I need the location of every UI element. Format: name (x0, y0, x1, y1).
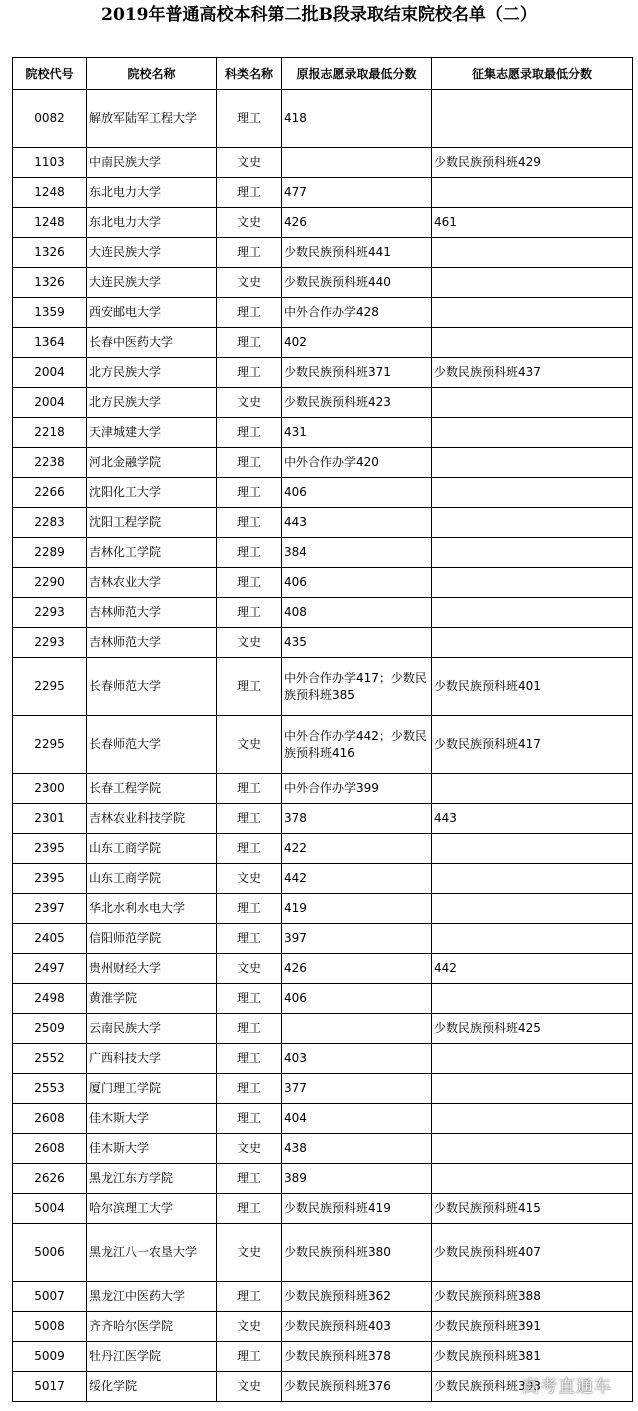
page-title: 2019年普通高校本科第二批B段录取结束院校名单（二） (101, 5, 537, 25)
cell-original-score: 403 (282, 1044, 432, 1074)
cell-original-score: 422 (282, 834, 432, 864)
cell-category: 理工 (217, 1014, 282, 1044)
cell-school-code: 2290 (13, 568, 87, 598)
cell-original-score: 中外合作办学428 (282, 298, 432, 328)
table-row (13, 358, 633, 388)
cell-school-code: 0082 (13, 90, 87, 148)
cell-original-score: 少数民族预科班419 (282, 1194, 432, 1224)
cell-school-name: 绥化学院 (87, 1372, 217, 1402)
cell-original-score: 438 (282, 1134, 432, 1164)
cell-original-score: 中外合作办学417；少数民族预科班385 (282, 658, 432, 716)
cell-school-name: 华北水利水电大学 (87, 894, 217, 924)
cell-original-score: 431 (282, 418, 432, 448)
cell-school-code: 2608 (13, 1134, 87, 1164)
cell-original-score: 少数民族预科班376 (282, 1372, 432, 1402)
cell-collect-score (432, 984, 633, 1014)
cell-school-name: 信阳师范学院 (87, 924, 217, 954)
cell-collect-score (432, 508, 633, 538)
cell-school-name: 河北金融学院 (87, 448, 217, 478)
cell-school-name: 吉林师范大学 (87, 628, 217, 658)
cell-category: 文史 (217, 388, 282, 418)
cell-category: 文史 (217, 716, 282, 774)
cell-collect-score: 442 (432, 954, 633, 984)
table-row (13, 148, 633, 178)
cell-school-code: 2395 (13, 834, 87, 864)
cell-original-score: 少数民族预科班371 (282, 358, 432, 388)
table-row (13, 238, 633, 268)
cell-school-name: 黑龙江中医药大学 (87, 1282, 217, 1312)
cell-collect-score (432, 238, 633, 268)
cell-school-name: 厦门理工学院 (87, 1074, 217, 1104)
cell-collect-score (432, 924, 633, 954)
cell-original-score (282, 1014, 432, 1044)
cell-school-code: 1326 (13, 268, 87, 298)
header-name: 院校名称 (87, 58, 217, 90)
cell-original-score: 404 (282, 1104, 432, 1134)
cell-category: 理工 (217, 298, 282, 328)
cell-category: 理工 (217, 448, 282, 478)
table-row (13, 628, 633, 658)
cell-original-score: 477 (282, 178, 432, 208)
cell-school-code: 1359 (13, 298, 87, 328)
cell-category: 文史 (217, 1372, 282, 1402)
table-row (13, 268, 633, 298)
cell-category: 理工 (217, 1074, 282, 1104)
cell-school-name: 长春师范大学 (87, 716, 217, 774)
cell-collect-score (432, 538, 633, 568)
cell-collect-score: 少数民族预科班391 (432, 1312, 633, 1342)
table-row (13, 1224, 633, 1282)
cell-school-code: 2289 (13, 538, 87, 568)
cell-original-score: 406 (282, 984, 432, 1014)
cell-school-name: 山东工商学院 (87, 864, 217, 894)
table-row (13, 864, 633, 894)
cell-category: 理工 (217, 1104, 282, 1134)
cell-collect-score: 461 (432, 208, 633, 238)
cell-category: 理工 (217, 834, 282, 864)
cell-collect-score: 少数民族预科班407 (432, 1224, 633, 1282)
cell-category: 文史 (217, 1134, 282, 1164)
table-row (13, 658, 633, 716)
cell-collect-score (432, 388, 633, 418)
table-row (13, 1014, 633, 1044)
table-row (13, 478, 633, 508)
cell-category: 文史 (217, 864, 282, 894)
cell-school-name: 佳木斯大学 (87, 1134, 217, 1164)
table-row (13, 954, 633, 984)
cell-school-code: 5007 (13, 1282, 87, 1312)
cell-school-name: 东北电力大学 (87, 178, 217, 208)
cell-collect-score: 少数民族预科班425 (432, 1014, 633, 1044)
cell-school-name: 广西科技大学 (87, 1044, 217, 1074)
cell-collect-score (432, 418, 633, 448)
cell-school-name: 云南民族大学 (87, 1014, 217, 1044)
cell-original-score: 426 (282, 954, 432, 984)
cell-collect-score (432, 894, 633, 924)
cell-school-code: 2608 (13, 1104, 87, 1134)
cell-school-name: 北方民族大学 (87, 358, 217, 388)
cell-school-code: 1103 (13, 148, 87, 178)
cell-school-code: 2553 (13, 1074, 87, 1104)
cell-collect-score (432, 178, 633, 208)
cell-collect-score (432, 1134, 633, 1164)
cell-collect-score: 443 (432, 804, 633, 834)
table-row (13, 388, 633, 418)
cell-collect-score (432, 834, 633, 864)
cell-school-name: 大连民族大学 (87, 238, 217, 268)
cell-original-score: 384 (282, 538, 432, 568)
cell-original-score: 少数民族预科班423 (282, 388, 432, 418)
cell-category: 理工 (217, 90, 282, 148)
cell-original-score: 443 (282, 508, 432, 538)
cell-school-name: 牡丹江医学院 (87, 1342, 217, 1372)
cell-school-code: 2295 (13, 658, 87, 716)
cell-original-score (282, 148, 432, 178)
cell-category: 理工 (217, 774, 282, 804)
table-row (13, 1104, 633, 1134)
cell-category: 理工 (217, 1044, 282, 1074)
cell-category: 理工 (217, 478, 282, 508)
cell-school-name: 长春师范大学 (87, 658, 217, 716)
cell-original-score: 中外合作办学420 (282, 448, 432, 478)
cell-school-name: 哈尔滨理工大学 (87, 1194, 217, 1224)
table-row (13, 924, 633, 954)
cell-category: 文史 (217, 954, 282, 984)
cell-collect-score (432, 328, 633, 358)
cell-category: 理工 (217, 238, 282, 268)
cell-school-name: 东北电力大学 (87, 208, 217, 238)
cell-original-score: 442 (282, 864, 432, 894)
table-row (13, 178, 633, 208)
cell-category: 理工 (217, 328, 282, 358)
cell-collect-score: 少数民族预科班429 (432, 148, 633, 178)
cell-original-score: 397 (282, 924, 432, 954)
cell-collect-score (432, 1164, 633, 1194)
cell-original-score: 406 (282, 568, 432, 598)
watermark: 高考直通车 (522, 1377, 612, 1397)
cell-school-name: 黑龙江东方学院 (87, 1164, 217, 1194)
table-row (13, 984, 633, 1014)
cell-original-score: 377 (282, 1074, 432, 1104)
table-row (13, 298, 633, 328)
cell-school-name: 北方民族大学 (87, 388, 217, 418)
table-row (13, 1044, 633, 1074)
cell-original-score: 少数民族预科班378 (282, 1342, 432, 1372)
cell-school-code: 5006 (13, 1224, 87, 1282)
cell-category: 理工 (217, 598, 282, 628)
table-row (13, 834, 633, 864)
cell-school-code: 2300 (13, 774, 87, 804)
cell-collect-score (432, 864, 633, 894)
header-code: 院校代号 (13, 58, 87, 90)
cell-category: 文史 (217, 148, 282, 178)
cell-school-name: 齐齐哈尔医学院 (87, 1312, 217, 1342)
cell-category: 理工 (217, 1194, 282, 1224)
cell-original-score: 378 (282, 804, 432, 834)
cell-original-score: 419 (282, 894, 432, 924)
cell-collect-score (432, 268, 633, 298)
cell-category: 理工 (217, 924, 282, 954)
cell-original-score: 少数民族预科班403 (282, 1312, 432, 1342)
cell-category: 理工 (217, 178, 282, 208)
cell-school-code: 2293 (13, 628, 87, 658)
table-row (13, 418, 633, 448)
cell-collect-score (432, 478, 633, 508)
cell-school-name: 中南民族大学 (87, 148, 217, 178)
table-row (13, 90, 633, 148)
cell-school-code: 2395 (13, 864, 87, 894)
table-row (13, 1342, 633, 1372)
cell-school-name: 黄淮学院 (87, 984, 217, 1014)
cell-category: 文史 (217, 1224, 282, 1282)
cell-category: 理工 (217, 418, 282, 448)
cell-school-name: 佳木斯大学 (87, 1104, 217, 1134)
cell-collect-score (432, 90, 633, 148)
cell-original-score: 389 (282, 1164, 432, 1194)
cell-collect-score: 少数民族预科班417 (432, 716, 633, 774)
cell-original-score: 少数民族预科班441 (282, 238, 432, 268)
header-collect-score: 征集志愿录取最低分数 (432, 58, 633, 90)
table-row (13, 598, 633, 628)
cell-collect-score (432, 568, 633, 598)
cell-school-code: 2626 (13, 1164, 87, 1194)
cell-school-name: 沈阳化工大学 (87, 478, 217, 508)
cell-school-code: 2266 (13, 478, 87, 508)
cell-category: 文史 (217, 1312, 282, 1342)
cell-school-code: 2497 (13, 954, 87, 984)
header-original-score: 原报志愿录取最低分数 (282, 58, 432, 90)
cell-school-code: 2293 (13, 598, 87, 628)
admission-table (12, 57, 633, 1402)
cell-school-code: 2004 (13, 358, 87, 388)
table-row (13, 568, 633, 598)
table-row (13, 508, 633, 538)
cell-category: 文史 (217, 268, 282, 298)
cell-original-score: 中外合作办学442；少数民族预科班416 (282, 716, 432, 774)
cell-original-score: 418 (282, 90, 432, 148)
cell-collect-score: 少数民族预科班381 (432, 1342, 633, 1372)
cell-category: 理工 (217, 568, 282, 598)
cell-school-name: 吉林农业科技学院 (87, 804, 217, 834)
cell-collect-score (432, 774, 633, 804)
cell-collect-score: 少数民族预科班437 (432, 358, 633, 388)
cell-school-code: 5008 (13, 1312, 87, 1342)
cell-collect-score: 少数民族预科班401 (432, 658, 633, 716)
cell-collect-score (432, 298, 633, 328)
table-header-row (13, 58, 633, 90)
cell-school-name: 大连民族大学 (87, 268, 217, 298)
cell-school-name: 贵州财经大学 (87, 954, 217, 984)
cell-school-code: 2218 (13, 418, 87, 448)
cell-original-score: 408 (282, 598, 432, 628)
cell-school-code: 2283 (13, 508, 87, 538)
cell-school-name: 西安邮电大学 (87, 298, 217, 328)
cell-school-code: 1248 (13, 208, 87, 238)
table-row (13, 716, 633, 774)
table-row (13, 538, 633, 568)
table-body (13, 90, 633, 1402)
cell-school-name: 长春中医药大学 (87, 328, 217, 358)
cell-category: 理工 (217, 894, 282, 924)
cell-school-code: 5009 (13, 1342, 87, 1372)
cell-school-code: 2004 (13, 388, 87, 418)
cell-school-code: 2509 (13, 1014, 87, 1044)
header-category: 科类名称 (217, 58, 282, 90)
cell-collect-score: 少数民族预科班415 (432, 1194, 633, 1224)
cell-collect-score (432, 1104, 633, 1134)
cell-original-score: 少数民族预科班362 (282, 1282, 432, 1312)
cell-school-code: 2301 (13, 804, 87, 834)
cell-school-name: 解放军陆军工程大学 (87, 90, 217, 148)
cell-school-name: 吉林师范大学 (87, 598, 217, 628)
cell-original-score: 406 (282, 478, 432, 508)
cell-original-score: 426 (282, 208, 432, 238)
cell-collect-score (432, 1074, 633, 1104)
cell-collect-score (432, 448, 633, 478)
cell-original-score: 435 (282, 628, 432, 658)
cell-school-code: 2295 (13, 716, 87, 774)
cell-collect-score: 少数民族预科班393 (432, 1372, 633, 1402)
cell-school-code: 2405 (13, 924, 87, 954)
table-row (13, 894, 633, 924)
table-row (13, 1312, 633, 1342)
cell-collect-score (432, 628, 633, 658)
table-row (13, 1282, 633, 1312)
cell-category: 理工 (217, 358, 282, 388)
cell-school-code: 5004 (13, 1194, 87, 1224)
cell-category: 理工 (217, 658, 282, 716)
cell-category: 理工 (217, 508, 282, 538)
table-row (13, 774, 633, 804)
table-row (13, 448, 633, 478)
cell-original-score: 中外合作办学399 (282, 774, 432, 804)
cell-school-code: 5017 (13, 1372, 87, 1402)
cell-collect-score: 少数民族预科班388 (432, 1282, 633, 1312)
cell-school-code: 2238 (13, 448, 87, 478)
cell-category: 文史 (217, 628, 282, 658)
table-row (13, 1134, 633, 1164)
cell-original-score: 少数民族预科班440 (282, 268, 432, 298)
cell-collect-score (432, 1044, 633, 1074)
cell-school-code: 2397 (13, 894, 87, 924)
cell-category: 理工 (217, 804, 282, 834)
table-row (13, 1074, 633, 1104)
cell-collect-score (432, 598, 633, 628)
cell-school-code: 2552 (13, 1044, 87, 1074)
cell-school-name: 长春工程学院 (87, 774, 217, 804)
cell-category: 文史 (217, 208, 282, 238)
cell-school-name: 山东工商学院 (87, 834, 217, 864)
cell-category: 理工 (217, 1282, 282, 1312)
cell-category: 理工 (217, 1164, 282, 1194)
cell-school-name: 吉林化工学院 (87, 538, 217, 568)
cell-school-code: 1326 (13, 238, 87, 268)
table-row (13, 1194, 633, 1224)
table-row (13, 804, 633, 834)
cell-school-name: 吉林农业大学 (87, 568, 217, 598)
cell-original-score: 402 (282, 328, 432, 358)
cell-school-code: 1364 (13, 328, 87, 358)
table-row (13, 328, 633, 358)
cell-school-name: 沈阳工程学院 (87, 508, 217, 538)
cell-school-name: 天津城建大学 (87, 418, 217, 448)
cell-school-name: 黑龙江八一农垦大学 (87, 1224, 217, 1282)
cell-category: 理工 (217, 1342, 282, 1372)
cell-category: 理工 (217, 538, 282, 568)
table-row (13, 1164, 633, 1194)
cell-school-code: 1248 (13, 178, 87, 208)
table-row (13, 208, 633, 238)
cell-school-code: 2498 (13, 984, 87, 1014)
cell-category: 理工 (217, 984, 282, 1014)
cell-original-score: 少数民族预科班380 (282, 1224, 432, 1282)
